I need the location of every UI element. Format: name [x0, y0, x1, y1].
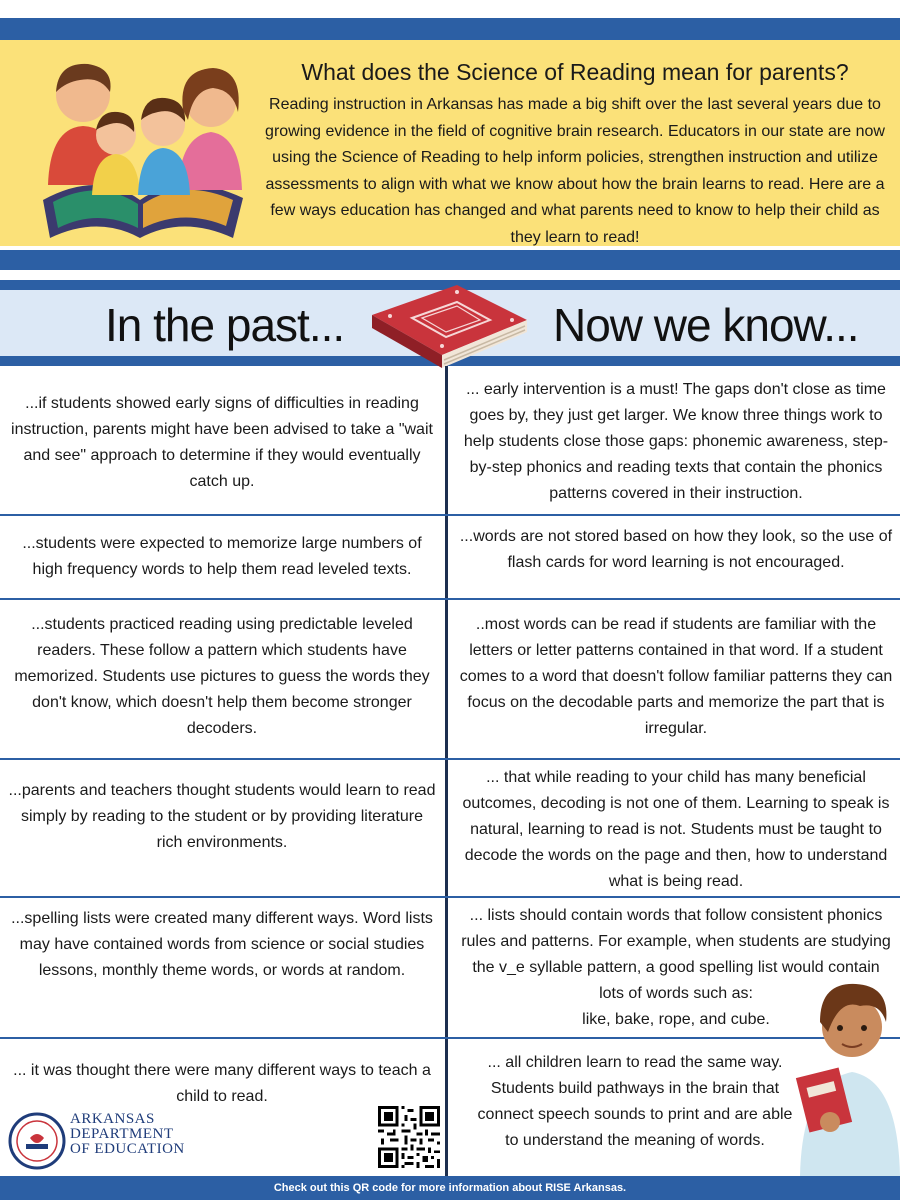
now-item-4: ... that while reading to your child has many beneficial outcomes, decoding is not one of them. Learning to speak is natural, learning to read is not. Students must be taught to decode the words on the page and then, how to understand what is being read. [462, 769, 890, 890]
hero-title: What does the Science of Reading mean for parents? [301, 59, 849, 85]
now-item-5-examples: like, bake, rope, and cube. [582, 1011, 770, 1028]
boy-reading-illustration [790, 972, 900, 1176]
ade-line-1: ARKANSAS [70, 1111, 155, 1127]
row-separator [0, 1037, 900, 1039]
column-divider [445, 366, 448, 1176]
hero-body-text: Reading instruction in Arkansas has made a big shift over the last several years due to growing evidence in the field of cognitive brain research. Educators in our state are now using the Science of Reading to help inform policies, strengthen instruction and utilize assessments to align with what we know about how the brain learns to read. Here are a few ways education has changed and what parents need to know to help their child as they learn to read! [265, 96, 885, 246]
row-separator [0, 758, 900, 760]
book-icon [362, 280, 532, 370]
now-item-6: ... all children learn to read the same way. Students build pathways in the brain that connect speech sounds to print and are able to understand the meaning of words. [477, 1054, 793, 1149]
past-heading: In the past... [105, 299, 345, 351]
row-separator [0, 896, 900, 898]
past-item-2: ...students were expected to memorize large numbers of high frequency words to help them read leveled texts. [22, 535, 422, 578]
ade-line-3: OF EDUCATION [70, 1141, 185, 1157]
now-item-3: ..most words can be read if students are familiar with the letters or letter patterns contained in that word. If a student comes to a word that doesn't follow familiar patterns they can focus on the decodable parts and memorize the part that is irregular. [459, 616, 893, 737]
ade-wordmark [70, 1112, 210, 1157]
past-item-4: ...parents and teachers thought students would learn to read simply by reading to the student or by providing literature rich environments. [8, 782, 436, 851]
past-item-3: ...students practiced reading using predictable leveled readers. These follow a pattern which students have memorized. Students use pictures to guess the words they don't know, which doesn't help them become stronger decoders. [14, 616, 430, 737]
now-item-1: ... early intervention is a must! The gaps don't close as time goes by, they just get larger. We know three things work to help students close those gaps: phonemic awareness, step-by-step phonics and reading texts that contain the phonics patterns covered in their instruction. [463, 381, 889, 502]
hero-bottom-bar [0, 250, 900, 270]
family-reading-illustration [28, 50, 253, 240]
footer-qr-caption: Check out this QR code for more information about RISE Arkansas. [273, 1182, 627, 1194]
now-heading: Now we know... [553, 299, 859, 351]
qr-code[interactable] [378, 1106, 440, 1168]
now-item-5-text: ... lists should contain words that follow consistent phonics rules and patterns. For example, when students are studying the v_e syllable pattern, a good spelling list would contain lots of words such as: [461, 907, 891, 1002]
now-item-2: ...words are not stored based on how they look, so the use of flash cards for word learning is not encouraged. [459, 528, 893, 571]
past-item-5: ...spelling lists were created many different ways. Word lists may have contained words from science or social studies lessons, monthly theme words, or words at random. [11, 910, 433, 979]
row-separator [0, 598, 900, 600]
ade-line-2: DEPARTMENT [70, 1126, 174, 1142]
ade-seal-logo [8, 1112, 66, 1170]
row-separator [0, 514, 900, 516]
top-blue-bar [0, 18, 900, 40]
past-item-6: ... it was thought there were many different ways to teach a child to read. [13, 1062, 431, 1105]
past-item-1: ...if students showed early signs of difficulties in reading instruction, parents might have been advised to take a "wait and see" approach to determine if they would eventually catch up. [11, 395, 433, 490]
